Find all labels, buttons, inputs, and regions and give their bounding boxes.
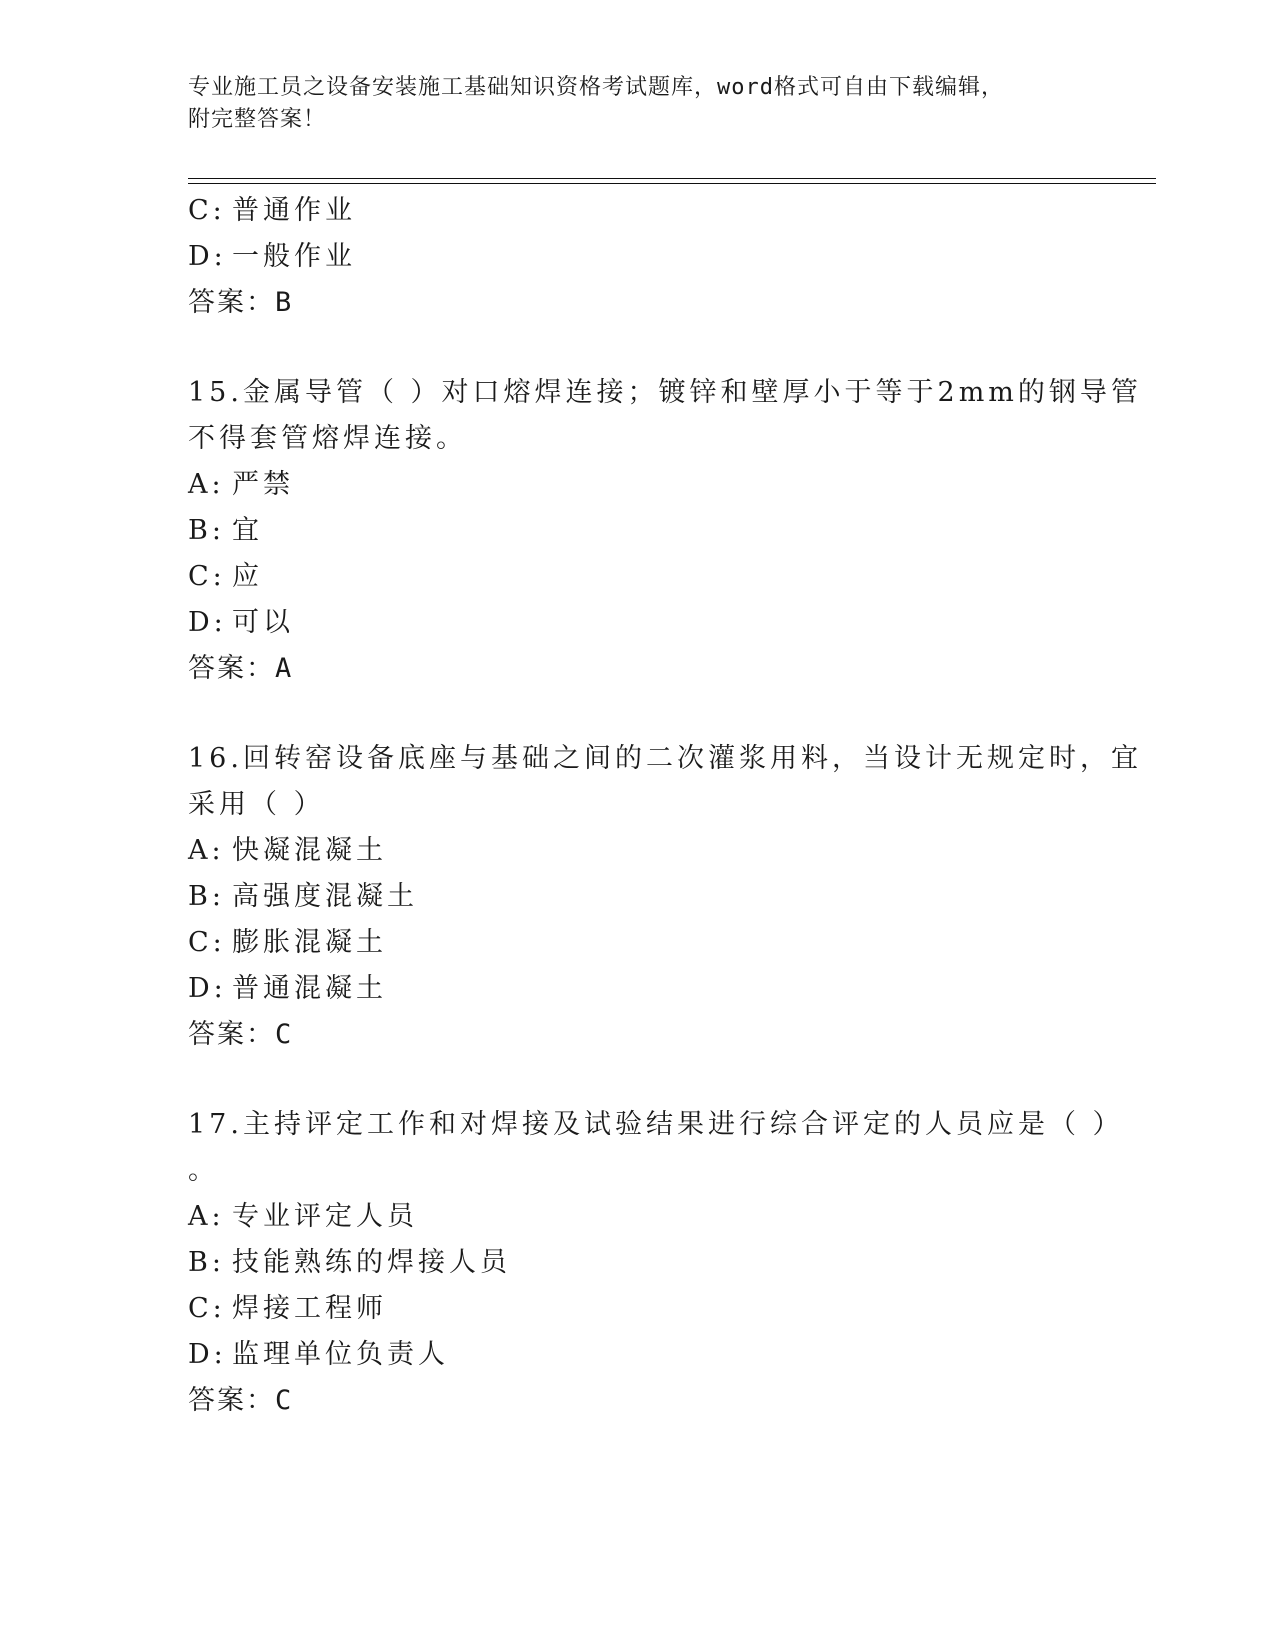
option-letter: A: xyxy=(188,469,225,500)
header-rule-bottom xyxy=(188,183,1156,184)
option-text: 普通作业 xyxy=(232,195,356,226)
option-letter: D: xyxy=(188,241,227,272)
question-stem-line-2: 。 xyxy=(188,1155,219,1186)
option-text: 宜 xyxy=(232,515,263,546)
option-text: 普通混凝土 xyxy=(232,973,387,1004)
option-a xyxy=(188,828,1088,874)
option-c xyxy=(188,920,1088,966)
option-letter: C: xyxy=(188,195,226,226)
option-letter: A: xyxy=(188,1201,225,1232)
answer-line: 答案：C xyxy=(188,1385,294,1416)
option-c xyxy=(188,1286,1088,1332)
header-line-2: 附完整答案！ xyxy=(188,107,327,132)
option-text: 专业评定人员 xyxy=(232,1201,418,1232)
option-b xyxy=(188,874,1088,920)
question-content xyxy=(188,188,1142,1424)
option-letter: D: xyxy=(188,1339,227,1370)
header-line-1: 专业施工员之设备安装施工基础知识资格考试题库，word格式可自由下载编辑， xyxy=(188,75,1004,100)
header-rule-top xyxy=(188,178,1156,179)
option-c xyxy=(188,188,1088,234)
option-a xyxy=(188,1194,1088,1240)
option-text: 可以 xyxy=(232,607,294,638)
question-15 xyxy=(188,370,1142,692)
option-text: 技能熟练的焊接人员 xyxy=(232,1247,511,1278)
option-text: 快凝混凝土 xyxy=(232,835,387,866)
option-d xyxy=(188,1332,1088,1378)
option-text: 膨胀混凝土 xyxy=(232,927,387,958)
option-c xyxy=(188,554,1088,600)
option-letter: B: xyxy=(188,1247,225,1278)
question-stem-line-1: 16.回转窑设备底座与基础之间的二次灌浆用料，当设计无规定时，宜 xyxy=(188,743,1142,774)
answer-line: 答案：A xyxy=(188,653,294,684)
question-stem-line-1: 15.金属导管（ ）对口熔焊连接；镀锌和壁厚小于等于2mm的钢导管 xyxy=(188,377,1142,408)
option-letter: B: xyxy=(188,515,225,546)
question-17 xyxy=(188,1102,1124,1424)
option-b xyxy=(188,1240,1088,1286)
option-text: 一般作业 xyxy=(232,241,356,272)
answer-line: 答案：C xyxy=(188,1019,294,1050)
question-stem-line-2: 不得套管熔焊连接。 xyxy=(188,423,467,454)
question-stem-line-2: 采用（ ） xyxy=(188,789,325,820)
question-stem-line-1: 17.主持评定工作和对焊接及试验结果进行综合评定的人员应是（ ） xyxy=(188,1109,1124,1140)
option-letter: C: xyxy=(188,927,226,958)
option-b xyxy=(188,508,1088,554)
option-letter: B: xyxy=(188,881,225,912)
answer-line: 答案：B xyxy=(188,287,294,318)
question-14-tail xyxy=(188,188,1088,326)
option-d xyxy=(188,234,1088,280)
option-letter: D: xyxy=(188,973,227,1004)
option-letter: A: xyxy=(188,835,225,866)
document-header xyxy=(188,72,1088,136)
option-d xyxy=(188,600,1088,646)
option-text: 严禁 xyxy=(232,469,294,500)
option-letter: C: xyxy=(188,1293,226,1324)
option-text: 应 xyxy=(232,561,263,592)
option-letter: C: xyxy=(188,561,226,592)
option-text: 高强度混凝土 xyxy=(232,881,418,912)
option-text: 焊接工程师 xyxy=(232,1293,387,1324)
option-a xyxy=(188,462,1088,508)
option-text: 监理单位负责人 xyxy=(232,1339,449,1370)
option-d xyxy=(188,966,1088,1012)
question-16 xyxy=(188,736,1142,1058)
option-letter: D: xyxy=(188,607,227,638)
